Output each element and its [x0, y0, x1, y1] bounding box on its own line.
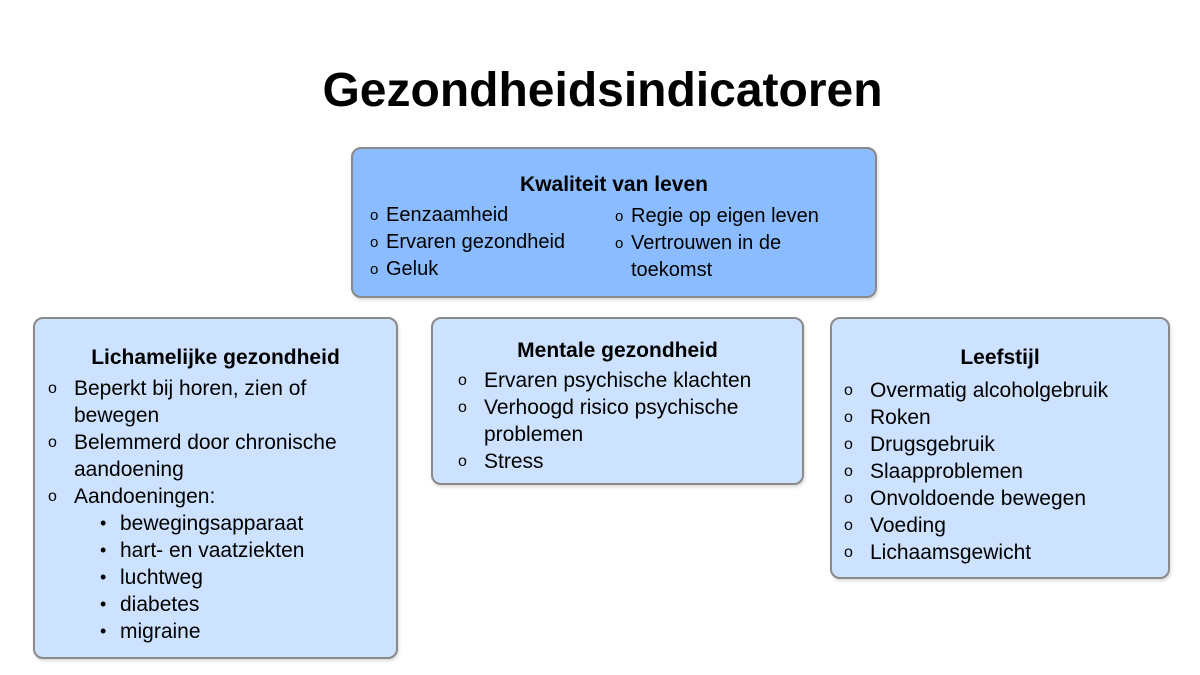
circle-bullet-icon: o: [844, 382, 853, 399]
sub-list-item: • hart- en vaatziekten: [100, 539, 305, 562]
circle-bullet-icon: o: [458, 399, 467, 416]
circle-bullet-icon: o: [458, 453, 467, 470]
box-kwaliteit-van-leven: [351, 147, 877, 298]
box-title-lichamelijk: Lichamelijke gezondheid: [91, 346, 340, 369]
box-title-mentaal: Mentale gezondheid: [517, 339, 718, 362]
list-kwaliteit-col2: [615, 203, 860, 284]
sub-list-item: • migraine: [100, 620, 201, 643]
circle-bullet-icon: o: [48, 380, 57, 397]
circle-bullet-icon: o: [844, 436, 853, 453]
circle-bullet-icon: o: [844, 544, 853, 561]
circle-bullet-icon: o: [844, 490, 853, 507]
list-item: o Geluk: [370, 256, 605, 283]
list-item: o Voeding: [844, 514, 946, 537]
circle-bullet-icon: o: [844, 517, 853, 534]
list-item: o Ervaren gezondheid: [370, 229, 605, 256]
list-item: o Overmatig alcoholgebruik: [844, 379, 1109, 402]
list-item: o Regie op eigen leven: [615, 203, 860, 230]
circle-bullet-icon: o: [370, 234, 379, 251]
list-item: o Drugsgebruik: [844, 433, 995, 456]
page-title: Gezondheidsindicatoren: [322, 64, 883, 117]
list-item: o Eenzaamheid: [370, 202, 605, 229]
list-item: o Onvoldoende bewegen: [844, 487, 1087, 510]
box-title-leefstijl: Leefstijl: [960, 346, 1040, 369]
bullet-dot-icon: •: [100, 567, 107, 587]
circle-bullet-icon: o: [370, 207, 379, 224]
sub-list-item: • diabetes: [100, 593, 200, 616]
list-item: o Beperkt bij horen, zien of bewegen: [48, 377, 307, 427]
list-item: o Verhoogd risico psychische problemen: [458, 396, 739, 446]
circle-bullet-icon: o: [48, 434, 57, 451]
box-lichamelijke-gezondheid: [33, 317, 398, 659]
circle-bullet-icon: o: [844, 463, 853, 480]
list-lichamelijk: [48, 375, 378, 645]
circle-bullet-icon: o: [48, 488, 57, 505]
list-kwaliteit-col1: [370, 202, 605, 283]
list-item: o Ervaren psychische klachten: [458, 369, 752, 392]
circle-bullet-icon: o: [844, 409, 853, 426]
circle-bullet-icon: o: [458, 372, 467, 389]
bullet-dot-icon: •: [100, 513, 107, 533]
sub-list-item: • luchtweg: [100, 566, 203, 589]
bullet-dot-icon: •: [100, 540, 107, 560]
box-leefstijl: [830, 317, 1170, 579]
list-item: o Vertrouwen in de toekomst: [615, 232, 782, 281]
list-item: o Roken: [844, 406, 931, 429]
list-item: o Slaapproblemen: [844, 460, 1023, 483]
circle-bullet-icon: o: [615, 208, 624, 225]
list-item: o Belemmerd door chronische aandoening: [48, 431, 337, 481]
list-item: o Aandoeningen: • bewegingsapparaat • hart- en vaatziekten • luchtweg • diabetes • migraine: [48, 483, 378, 645]
sub-list-item: • bewegingsapparaat: [100, 512, 304, 535]
circle-bullet-icon: o: [615, 235, 624, 252]
list-mentaal: [458, 367, 788, 475]
list-item: o Lichaamsgewicht: [844, 541, 1032, 564]
sublist-aandoeningen: [100, 510, 378, 645]
bullet-dot-icon: •: [100, 594, 107, 614]
list-leefstijl: [844, 377, 1159, 566]
box-title-kwaliteit: Kwaliteit van leven: [520, 173, 708, 196]
bullet-dot-icon: •: [100, 621, 107, 641]
circle-bullet-icon: o: [370, 261, 379, 278]
list-item: o Stress: [458, 450, 544, 473]
box-mentale-gezondheid: [431, 317, 804, 485]
